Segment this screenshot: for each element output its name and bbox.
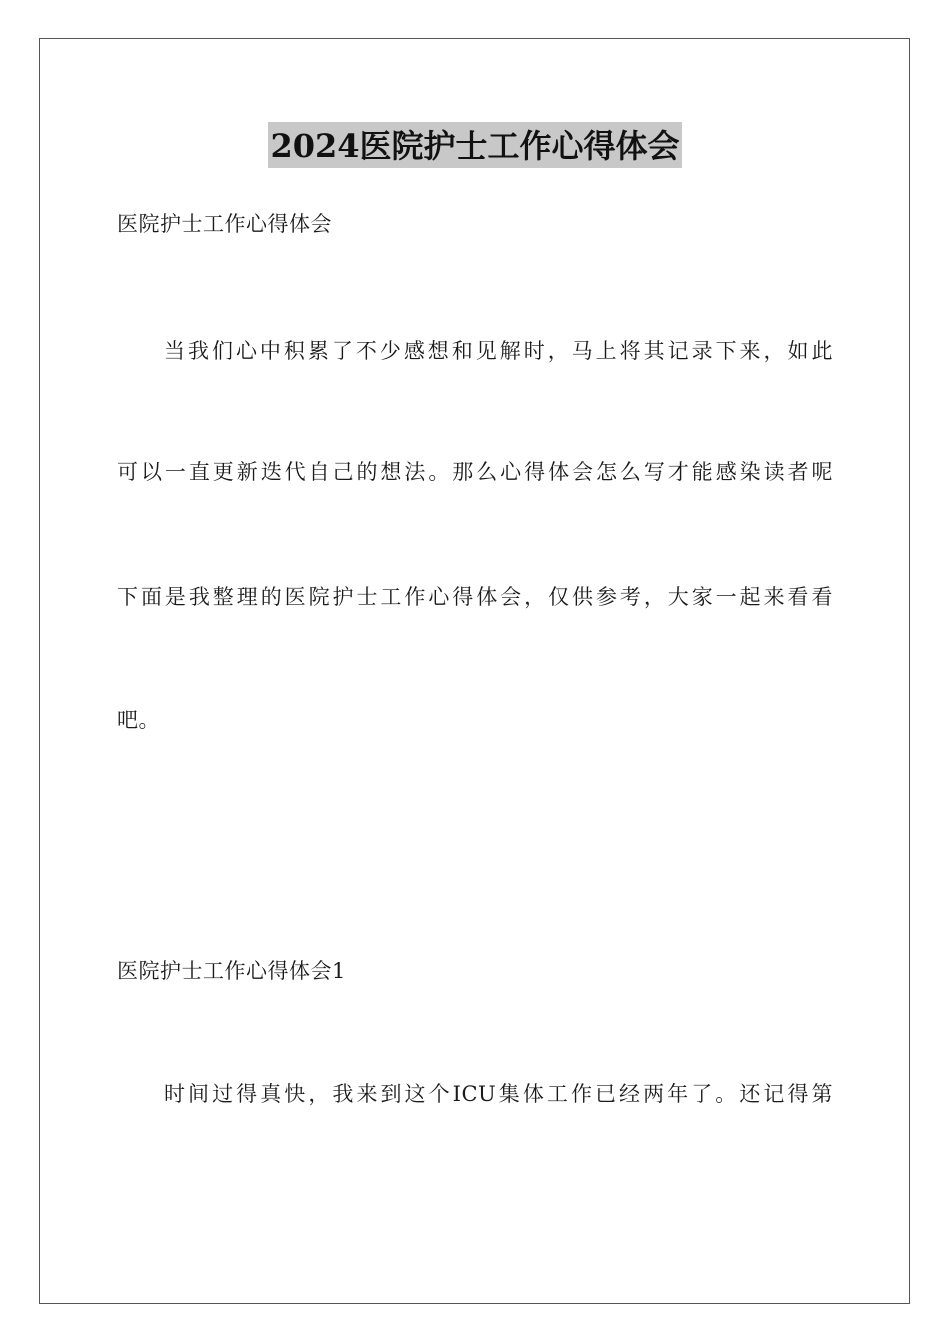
document-subtitle: 医院护士工作心得体会 bbox=[117, 212, 332, 236]
intro-paragraph-line: 吧。 bbox=[117, 708, 160, 732]
intro-paragraph-line: 下面是我整理的医院护士工作心得体会，仅供参考，大家一起来看看 bbox=[117, 585, 833, 609]
section-paragraph-line: 时间过得真快，我来到这个ICU集体工作已经两年了。还记得第 bbox=[164, 1082, 833, 1106]
section-heading: 医院护士工作心得体会1 bbox=[117, 959, 346, 983]
document-title: 2024医院护士工作心得体会 bbox=[268, 122, 681, 168]
intro-paragraph-line: 当我们心中积累了不少感想和见解时，马上将其记录下来，如此 bbox=[164, 339, 833, 363]
title-container bbox=[0, 122, 950, 168]
intro-paragraph-line: 可以一直更新迭代自己的想法。那么心得体会怎么写才能感染读者呢 bbox=[117, 460, 833, 484]
